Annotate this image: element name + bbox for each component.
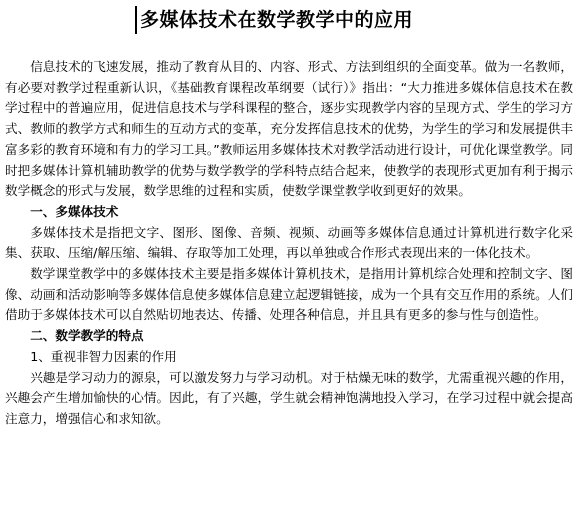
section-1-heading: 一、多媒体技术 [30,203,119,219]
section-2-subheading-1: 1、重视非智力因素的作用 [30,348,177,364]
text-cursor [135,6,137,34]
section-2-heading: 二、数学教学的特点 [30,328,144,344]
section-1-paragraph-1: 多媒体技术是指把文字、图形、图像、音频、视频、动画等多媒体信息通过计算机进行数字化采集、获取、压缩/解压缩、编辑、存取等加工处理，再以单独或合作形式表现出来的一体化技术。 [5,224,573,261]
document-body[interactable] [5,57,573,430]
section-2-paragraph-1: 兴趣是学习动力的源泉，可以激发努力与学习动机。对于枯燥无味的数学，尤需重视兴趣的作用，兴趣会产生增加愉快的心情。因此，有了兴趣，学生就会精神饱满地投入学习，在学习过程中就会提高注意力，增强信心和求知欲。 [5,369,573,426]
section-1-paragraph-2: 数学课堂教学中的多媒体技术主要是指多媒体计算机技术，是指用计算机综合处理和控制文字、图像、动画和活动影响等多媒体信息使多媒体信息建立起逻辑链接，成为一个具有交互作用的系统。人们借助于多媒体技术可以自然贴切地表达、传播、处理各种信息，并且具有更多的参与性与创造性。 [5,266,573,323]
intro-paragraph: 信息技术的飞速发展，推动了教育从目的、内容、形式、方法到组织的全面变革。做为一名教师，有必要对教学过程重新认识，《基础教育课程改革纲要（试行）》指出：“大力推进多媒体信息技术在教学过程中的普遍应用，促进信息技术与学科课程的整合，逐步实现教学内容的呈现方式、学生的学习方式、教师的教学方式和师生的互动方式的变革，充分发挥信息技术的优势，为学生的学习和发展提供丰富多彩的教育环境和有力的学习工具。”教师运用多媒体技术对教学活动进行设计，可优化课堂教学。同时把多媒体计算机辅助教学的优势与数学教学的学科特点结合起来，使教学的表现形式更加有利于揭示数学概念的形式与发展，数学思维的过程和实质，使数学课堂教学收到更好的效果。 [5,59,573,199]
document-title[interactable]: 多媒体技术在数学教学中的应用 [140,9,414,31]
